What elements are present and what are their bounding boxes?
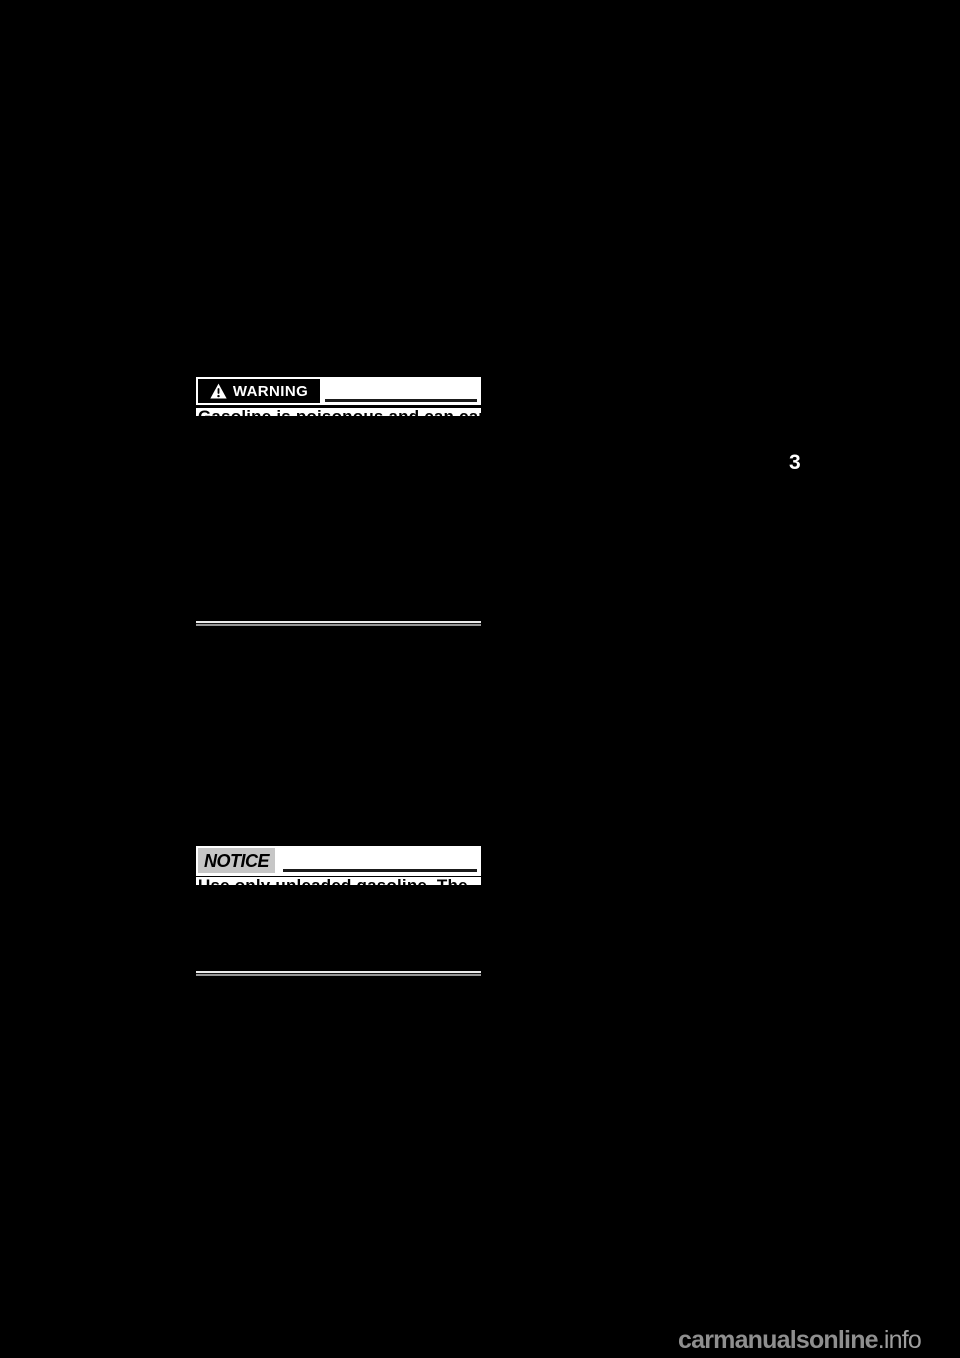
notice-clipped-text-strip: [196, 876, 481, 895]
section-number: 3: [789, 451, 801, 474]
notice-label-box: [198, 848, 275, 873]
divider-line-bottom: [196, 624, 481, 626]
warning-header: [196, 377, 481, 405]
notice-end-divider: [196, 971, 481, 976]
watermark-main: carmanualsonline: [678, 1326, 878, 1354]
notice-clipped-text: Use only unleaded gasoline. The: [198, 876, 468, 895]
warning-label-box: [198, 379, 320, 403]
warning-end-divider: [196, 621, 481, 626]
divider-line-bottom: [196, 974, 481, 976]
warning-label: WARNING: [232, 382, 309, 400]
warning-header-rule: [325, 399, 477, 402]
warning-triangle-icon: [210, 383, 227, 399]
notice-header: [196, 846, 481, 876]
watermark-suffix: .info: [877, 1326, 922, 1354]
notice-label: NOTICE: [203, 850, 269, 871]
watermark: [678, 1328, 921, 1353]
notice-header-rule: [283, 869, 477, 872]
warning-clipped-text: Gasoline is poisonous and can cause: [198, 407, 509, 426]
warning-clipped-text-strip: [196, 407, 509, 426]
